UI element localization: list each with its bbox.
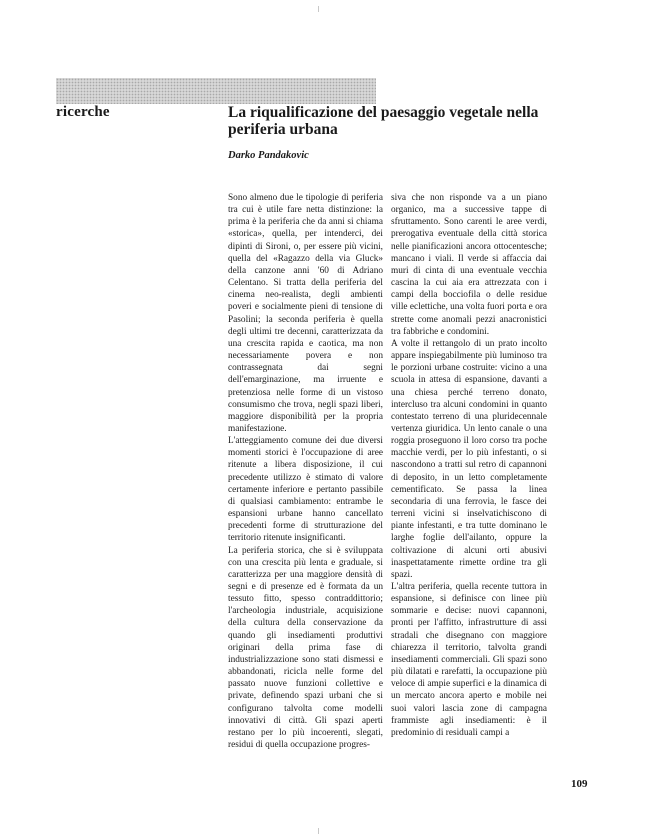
paragraph: L'atteggiamento comune dei due diversi momenti storici è l'occupazione di aree ritenute a libera disposizione, il cui precedente utilizzo è stimato di valore certamente inferiore e pertanto passibile di qualsiasi cambiamento: entrambe le espansioni urbane hanno cancellato precedenti forme di strutturazione del territorio ritenute insignificanti. (228, 436, 383, 544)
text-column-left (228, 192, 383, 751)
paragraph: Sono almeno due le tipologie di periferia tra cui è utile fare netta distinzione: la prima è la periferia che da anni si chiama «storica», quella, per intenderci, dei dipinti di Sironi, o, per essere più vicini, quella del «Ragazzo della via Gluck» della canzone anni '60 di Adriano Celentano. Si tratta della periferia del cinema neo-realista, degli ambienti poveri e socialmente pieni di tensione di Pasolini; la seconda periferia è quella degli ultimi tre decenni, caratterizzata da una crescita rapida e caotica, ma non necessariamente povera e non contrassegnata dai segni dell'emarginazione, ma irruente e pretenziosa nelle forme di un vistoso consumismo che trova, negli spazi liberi, maggiore disponibilità per la propria manifestazione. (228, 193, 383, 434)
paragraph: L'altra periferia, quella recente tuttora in espansione, si definisce con linee più sommarie e decise: nuovi capannoni, pronti per l'affitto, infrastrutture di assi stradali che disegnano con maggiore chiarezza il territorio, talvolta grandi insediamenti commerciali. Gli spazi sono più dilatati e rarefatti, la occupazione più veloce di ampie superfici e la dinamica di un mercato ancora aperto e mobile nei suoi valori lascia zone di campagna frammiste agli insediamenti: è il predominio di residuali campi a (391, 582, 547, 738)
section-header-bar (56, 78, 376, 104)
text-column-right (391, 192, 547, 739)
crop-mark-bottom (318, 828, 319, 834)
crop-mark-top (318, 6, 319, 12)
paragraph: siva che non risponde va a un piano organico, ma a successive tappe di sfruttamento. Sono carenti le aree verdi, prerogativa eventuale della città storica nelle pianificazioni ancora ottocentesche; mancano i viali. Il verde si affaccia dai muri di cinta di una eventuale vecchia cascina la cui aia era attrezzata con i campi della bocciofila o delle residue ville eclettiche, una volta fuori porta e ora strette come anomali pezzi anacronistici tra fabbriche e condomini. (391, 193, 547, 337)
page-number: 109 (571, 778, 588, 790)
article-title: La riqualificazione del paesaggio vegetale nella periferia urbana (228, 104, 539, 138)
paragraph: La periferia storica, che si è sviluppata con una crescita più lenta e graduale, si caratterizza per una maggiore densità di segni e di presenze ed è formata da un tessuto fitto, spesso contraddittorio; l'archeologia industriale, acquisizione della cultura della conservazione da quando gli insediamenti produttivi originari della prima fase di industrializzazione sono stati dismessi e abbandonati, ricicla nelle forme del passato nuove funzioni collettive e private, definendo spazi urbani che si configurano talvolta come modelli innovativi di città. Gli spazi aperti restano per lo più incoerenti, slegati, residui di quella occupazione progres- (228, 545, 383, 751)
author-name: Darko Pandakovic (228, 150, 309, 161)
paragraph: A volte il rettangolo di un prato incolto appare inspiegabilmente più luminoso tra le porzioni urbane costruite: vicino a una scuola in attesa di espansione, davanti a una chiesa perché terreno donato, intercluso tra alcuni condomini in quanto contestato terreno di una pluridecennale vertenza giuridica. Un lento canale o una roggia proseguono il loro corso tra poche macchie verdi, per lo più infestanti, o si nascondono a tratti sul retro di capannoni di deposito, in un letto completamente cementificato. Se passa la linea secondaria di una ferrovia, le fasce dei terreni vicini si inselvatichiscono di piante infestanti, e tra tutte dominano le larghe foglie dell'ailanto, oppure la coltivazione di alcuni orti abusivi inaspettatamente rimette ordine tra gli spazi. (391, 338, 547, 580)
section-label: ricerche (56, 104, 110, 120)
